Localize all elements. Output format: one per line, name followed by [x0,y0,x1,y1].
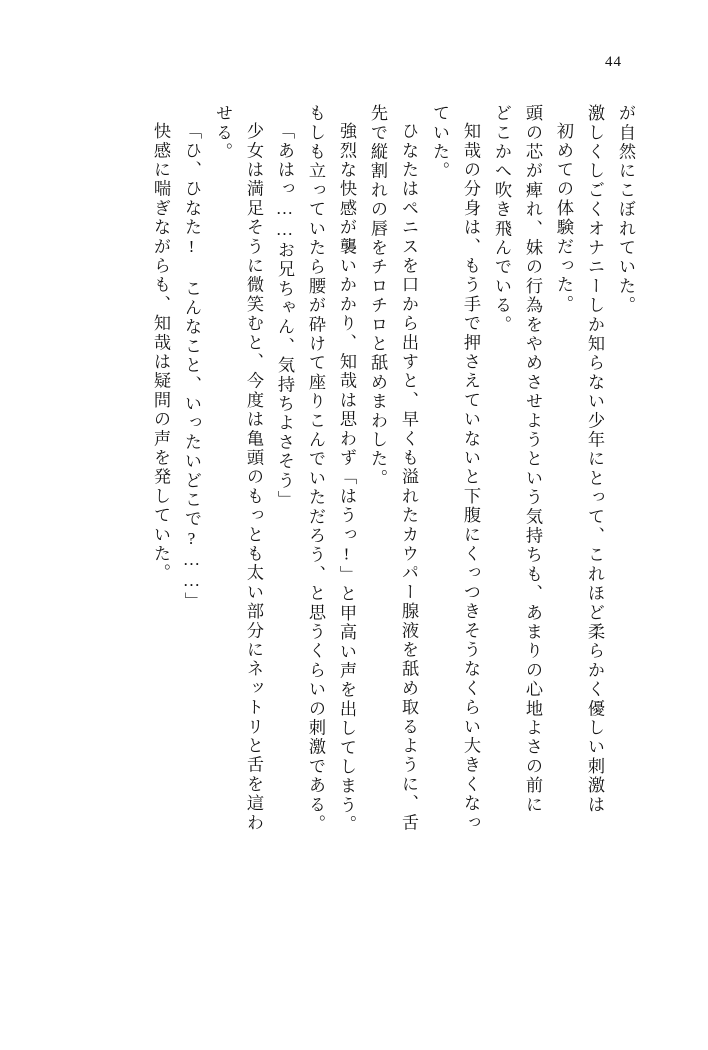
text-line: せる。 [213,104,232,162]
text-line: ていた。 [430,104,449,181]
page-number: 44 [605,54,622,70]
text-line: 強烈な快感が襲いかかり、知哉は思わず「はうっ!」と甲高い声を出してしまう。 [337,122,356,835]
text-line: どこかへ吹き飛んでいる。 [492,104,511,335]
text-line: が自然にこぼれていた。 [616,104,635,316]
text-line: ひなたはペニスを口から出すと、早くも溢れたカウパー腺液を舐め取るように、舌 [399,122,418,833]
text-line: 初めての体験だった。 [554,122,573,314]
text-line: 知哉の分身は、もう手で押さえていないと下腹にくっつきそうなくらい大きくなっ [461,122,480,833]
text-line: 「ひ、ひなた! こんなこと、いったいどこで?……」 [182,122,201,611]
vertical-text-body [74,104,634,934]
text-line: もしも立っていたら腰が砕けて座りこんでいただろう、と思うくらいの刺激である。 [306,104,325,834]
text-line: 快感に喘ぎながらも、知哉は疑問の声を発していた。 [151,122,170,583]
text-line: 少女は満足そうに微笑むと、今度は亀頭のもっとも太い部分にネットリと舌を這わ [244,122,263,833]
text-line: 「あはっ……お兄ちゃん、気持ちよさそう」 [275,122,294,510]
text-line: 激しくしごくオナニーしか知らない少年にとって、これほど柔らかく優しい刺激は [585,104,604,815]
text-line: 頭の芯が痺れ、妹の行為をやめさせようという気持ちも、あまりの心地よさの前に [523,104,542,815]
text-line: 先で縦割れの唇をチロチロと舐めまわした。 [368,104,387,488]
